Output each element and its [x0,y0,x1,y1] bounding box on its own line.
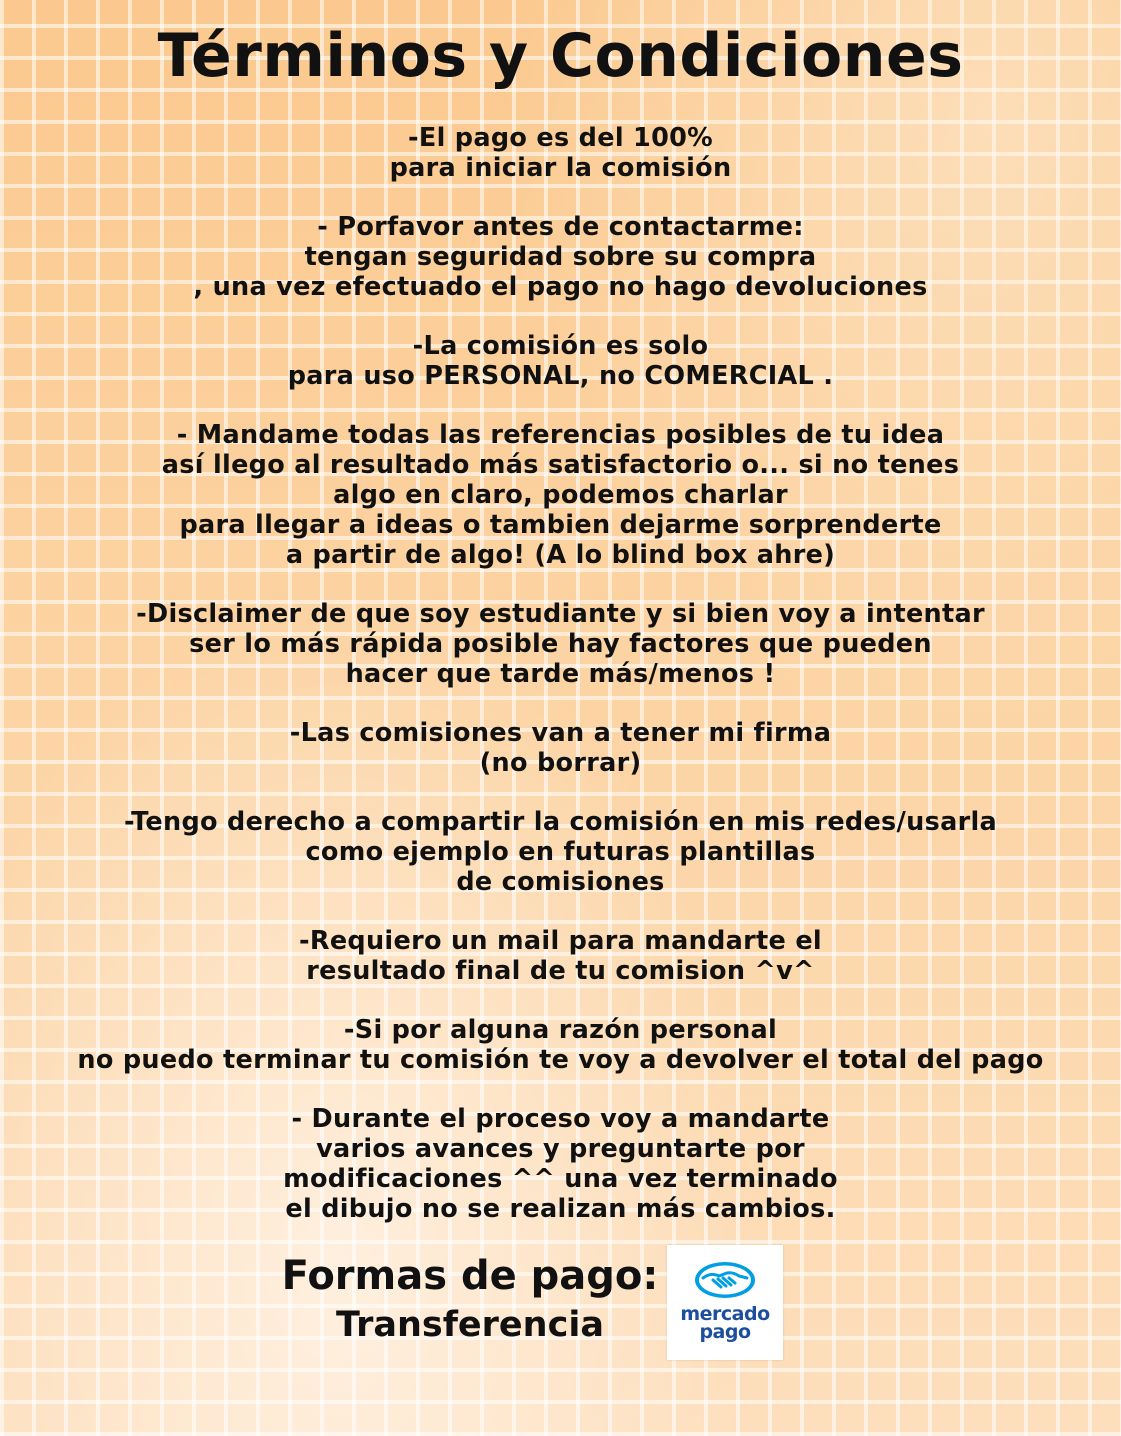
terms-list [0,123,1121,1253]
mercado-pago-logo [667,1245,783,1360]
term-item: -Si por alguna razón personal no puedo terminar tu comisión te voy a devolver el total del pago [77,1015,1044,1075]
term-item: -El pago es del 100% para iniciar la comisión [389,123,732,183]
payment-method: Transferencia [336,1305,604,1345]
term-item: - Mandame todas las referencias posibles de tu idea así llego al resultado más satisfactorio o... si no tenes algo en claro, podemos charlar para llegar a ideas o tambien dejarme sorprenderte a partir de algo! (A lo blind box ahre) [161,420,960,570]
term-item: - Porfavor antes de contactarme: tengan seguridad sobre su compra , una vez efectuado el pago no hago devoluciones [193,212,928,302]
term-item: -La comisión es solo para uso PERSONAL, no COMERCIAL . [287,331,834,391]
term-item: -Las comisiones van a tener mi firma (no borrar) [289,718,832,778]
term-item: -Requiero un mail para mandarte el resultado final de tu comision ^v^ [299,926,822,986]
logo-wordmark [667,1305,783,1341]
term-item: -Disclaimer de que soy estudiante y si bien voy a intentar ser lo más rápida posible hay factores que pueden hacer que tarde más/menos ! [136,599,985,689]
handshake-icon [693,1260,757,1300]
term-item: - Durante el proceso voy a mandarte varios avances y preguntarte por modificaciones ^^ una vez terminado el dibujo no se realizan más cambios. [283,1104,838,1224]
logo-line-2: pago [699,1321,751,1343]
page-title: Términos y Condiciones [157,21,964,91]
logo-line-1: mercado [680,1303,770,1325]
payment-section [270,1250,670,1348]
payment-heading: Formas de pago: [281,1253,659,1299]
term-item: -Tengo derecho a compartir la comisión en mis redes/usarla como ejemplo en futuras plantillas de comisiones [123,807,998,897]
